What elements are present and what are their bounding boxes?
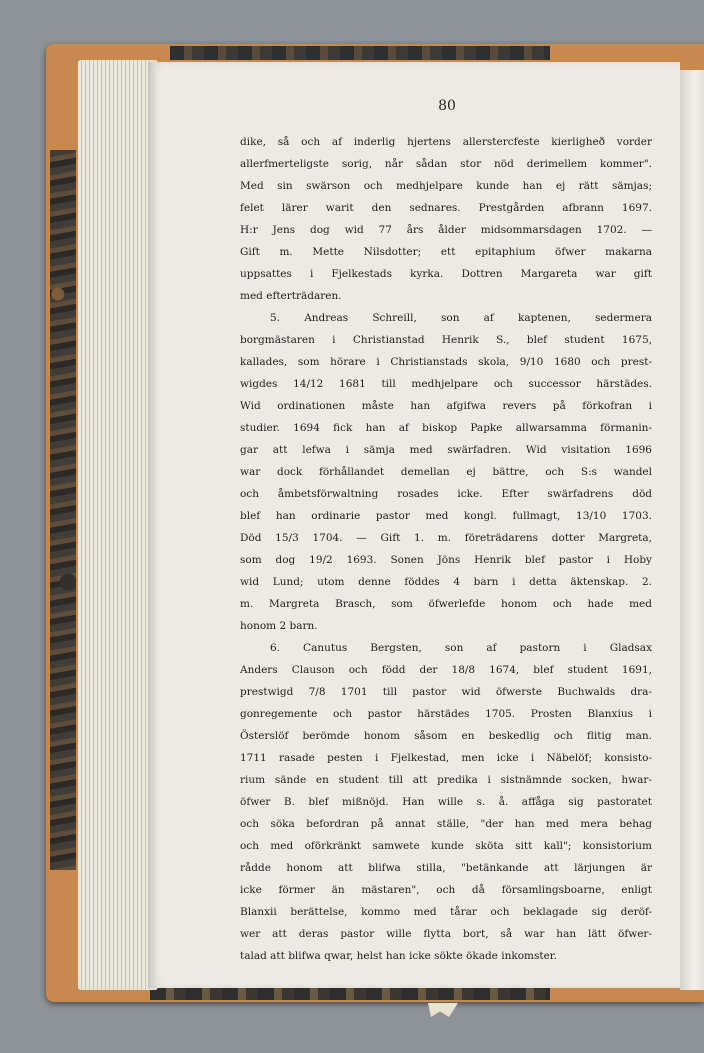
text-line: wer att deras pastor wille flytta bort, så war han lätt öfwer- [240,928,652,940]
marbled-board-top [170,46,550,60]
text-line: borgmästaren i Christianstad Henrik S., blef student 1675, [240,334,652,346]
text-line: m. Margreta Brasch, som öfwerlefde honom och hade med [240,598,652,610]
text-line: gar att lefwa i sämja med swärfadren. Wid visitation 1696 [240,444,652,456]
text-line: och med oförkränkt samwete kunde sköta sitt kall"; konsistorium [240,840,652,852]
text-line: Med sin swärson och medhjelpare kunde han ej rätt sämjas; [240,180,652,192]
text-line: kallades, som hörare i Christianstads skola, 9/10 1680 och prest- [240,356,652,368]
text-line: Gift m. Mette Nilsdotter; ett epitaphium öfwer makarna [240,246,652,258]
text-line: war dock förhållandet demellan ej bättre, och S:s wandel [240,466,652,478]
text-line: Död 15/3 1704. — Gift 1. m. företrädarens dotter Margreta, [240,532,652,544]
text-line: wigdes 14/12 1681 till medhjelpare och successor härstädes. [240,378,652,390]
marbled-board-bottom [150,986,550,1000]
text-line: rium sände en student till att predika i sistnämnde socken, hwar- [240,774,652,786]
bookmark-ribbon [428,1003,458,1017]
text-line: Blanxii berättelse, kommo med tårar och beklagade sig deröf- [240,906,652,918]
text-line: H:r Jens dog wid 77 års ålder midsommarsdagen 1702. — [240,224,652,236]
text-line: studier. 1694 fick han af biskop Papke allwarsamma förmanin- [240,422,652,434]
text-line: icke förmer än mästaren", och då församlingsboarne, enligt [240,884,652,896]
text-line: 1711 rasade pesten i Fjelkestad, men icke i Näbelöf; konsisto- [240,752,652,764]
text-line: wid Lund; utom denne föddes 4 barn i detta äktenskap. 2. [240,576,652,588]
text-line: uppsattes i Fjelkestads kyrka. Dottren Margareta war gift [240,268,652,280]
text-line: rådde honom att blifwa stilla, "betänkande att lärjungen är [240,862,652,874]
text-line: och åmbetsförwaltning rosades icke. Efter swärfadrens död [240,488,652,500]
text-line: och söka befordran på annat ställe, "der han med mera behag [240,818,652,830]
text-line: 5. Andreas Schreill, son af kaptenen, sedermera [270,312,652,324]
facing-page-edge [680,70,704,990]
page-number: 80 [438,98,456,114]
text-line: felet lärer warit den sednares. Prestgården afbrann 1697. [240,202,652,214]
text-line: Anders Clauson och född der 18/8 1674, blef student 1691, [240,664,652,676]
text-line: Wid ordinationen måste han afgifwa revers på förkofran i [240,400,652,412]
page-edges [78,60,158,990]
text-line: öfwer B. blef mißnöjd. Han wille s. å. affåga sig pastoratet [240,796,652,808]
text-line: allerfmerteligste sorig, når sådan stor nöd derimellem kommer". [240,158,652,170]
text-line: blef han ordinarie pastor med kongl. fullmagt, 13/10 1703. [240,510,652,522]
text-line: Österslöf berömde honom såsom en beskedlig och flitig man. [240,730,652,742]
text-line: 6. Canutus Bergsten, son af pastorn i Gladsax [270,642,652,654]
page-text [240,131,652,967]
text-line: honom 2 barn. [240,620,318,632]
marbled-board-left [50,150,76,870]
text-line: dike, så och af inderlig hjertens allerstercfeste kierligheð vorder [240,136,652,148]
text-line: prestwigd 7/8 1701 till pastor wid öfwerste Buchwalds dra- [240,686,652,698]
text-line: talad att blifwa qwar, helst han icke sökte ökade inkomster. [240,950,558,962]
text-line: med efterträdaren. [240,290,342,302]
text-line: gonregemente och pastor härstädes 1705. Prosten Blanxius i [240,708,652,720]
text-line: som dog 19/2 1693. Sonen Jöns Henrik blef pastor i Hoby [240,554,652,566]
